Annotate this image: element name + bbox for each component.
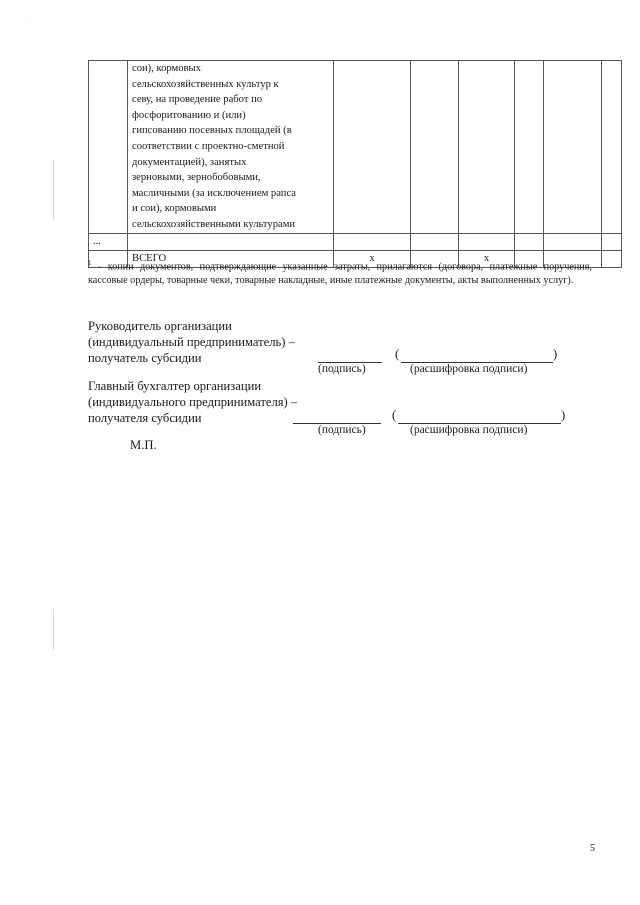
signature-caption: (подпись) [318,424,366,436]
document-page: · сои), кормовых сельскохозяйственных культур к севу, на проведение работ по фосфоритованию и (или) гипсованию посевных площадей (в соответствии с проектно-сметной документацией), занятых зерновыми, зернобобовыми, масличными (за исключением рапса и сои), кормовыми сельскохозяйственными культурами ... ВСЕГО х х $^1$ - копии документов, подтверждающие указанные затраты, прилагаются (договора, платежные поручения, кассовые ордеры, товарные чеки, товарные накладные, иные платежные документы, акты выполненных услуг). Руководитель организации (индивидуальный предприниматель) – получатель субсидии ( ) (подпись) (расшифровка подписи) Главный бухгалтер организации (индивидуального предпринимателя) – получателя субсидии ( ) (подпись) (расшифровка подписи) М.П. 5 [0,0,640,905]
costs-table [88,60,622,268]
ellipsis-cell: ... [89,233,128,250]
table-row [89,61,622,234]
footnote-text: - копии документов, подтверждающие указанные затраты, прилагаются (договора, платежные поручения, кассовые ордеры, товарные чеки, товарные накладные, иные платежные документы, акты выполненных услуг). [88,261,592,287]
total-label: ВСЕГО [128,250,334,267]
signature-caption: (подпись) [318,363,366,375]
scan-artifact-line [53,610,54,650]
total-mark: х [334,250,411,267]
table-row [89,233,622,250]
accountant-signature-label: Главный бухгалтер организации (индивидуального предпринимателя) – получателя субсидии [88,379,298,425]
decode-caption: (расшифровка подписи) [410,363,528,375]
footnote [88,256,592,288]
scan-artifact-line [53,160,54,220]
page-number: 5 [590,843,595,854]
total-mark: х [459,250,515,267]
decode-caption: (расшифровка подписи) [410,424,528,436]
expense-description-cell: сои), кормовых сельскохозяйственных культур к севу, на проведение работ по фосфоритованию и (или) гипсованию посевных площадей (в соответствии с проектно-сметной документацией), занятых зерновыми, зернобобовыми, масличными (за исключением рапса и сои), кормовыми сельскохозяйственными культурами [128,61,334,234]
footnote-marker: 1 [88,259,92,267]
stamp-place: М.П. [130,438,157,452]
scan-speck: · [28,18,30,24]
head-signature-label: Руководитель организации (индивидуальный предприниматель) – получатель субсидии [88,319,295,365]
